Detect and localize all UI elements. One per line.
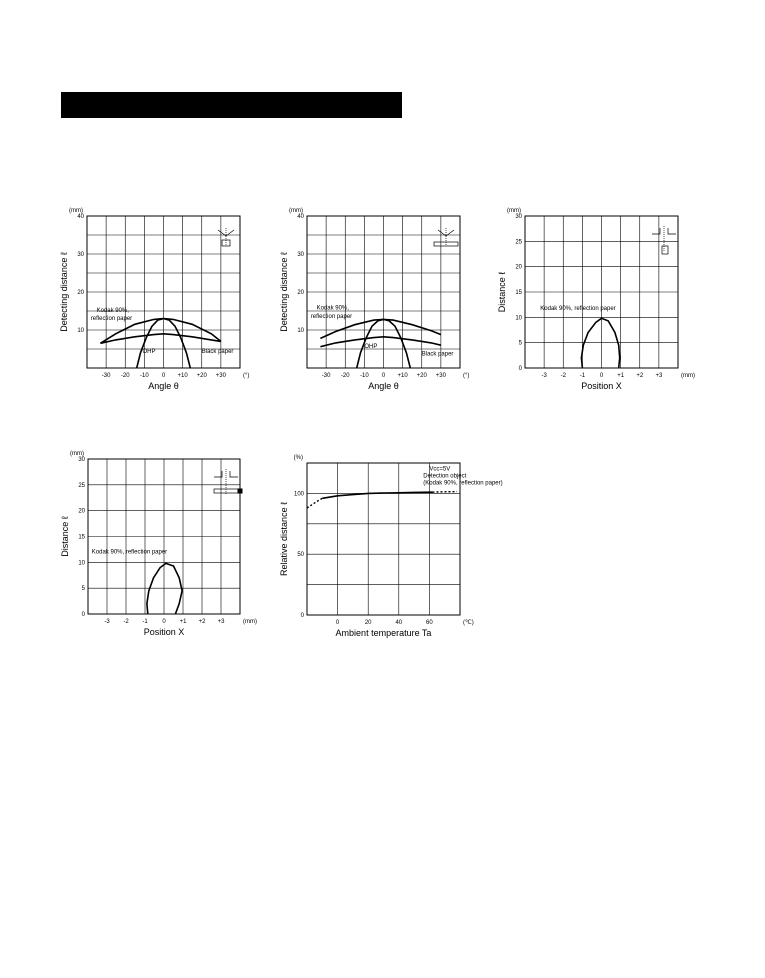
y-tick-label: 30	[78, 457, 85, 463]
x-tick-label: +10	[177, 373, 188, 379]
x-tick-label: -1	[579, 373, 586, 379]
annotation-label: OHP	[142, 348, 156, 355]
series-line	[147, 563, 182, 614]
y-tick-label: 15	[78, 534, 85, 541]
annotation-label: OHP	[364, 343, 378, 350]
series-line	[100, 334, 220, 344]
x-tick-label: 20	[364, 620, 372, 626]
y-axis-label: Distance ℓ	[497, 271, 507, 313]
x-unit-label: (°)	[463, 373, 470, 379]
x-tick-label: -30	[101, 373, 111, 379]
annotation-label: Vcc=5V	[429, 466, 451, 473]
x-tick-label: -1	[142, 619, 148, 625]
x-tick-label: 0	[335, 620, 340, 626]
icon-stroke	[662, 246, 668, 254]
y-tick-label: 20	[77, 290, 84, 296]
y-unit-label: (mm)	[70, 451, 84, 457]
y-tick-label: 40	[77, 214, 84, 220]
sensor-diagram-icon	[218, 228, 234, 246]
annotation-label: Kodak 90%, reflection paper	[540, 306, 616, 313]
annotation-label: (Kodak 90%, reflection paper)	[423, 480, 503, 487]
y-unit-label: (mm)	[289, 208, 303, 214]
annotation-label: Kodak 90%,	[96, 307, 129, 314]
y-unit-label: (%)	[293, 455, 303, 461]
sensor-diagram-icon	[434, 228, 458, 246]
x-tick-label: -20	[340, 373, 350, 379]
x-tick-label: +3	[655, 373, 663, 379]
y-tick-label: 5	[518, 340, 522, 347]
annotation-label: reflection paper	[90, 316, 133, 323]
sensor-diagram-icon	[214, 469, 242, 495]
x-tick-label: -2	[560, 373, 566, 379]
annotation-label: Kodak 90%, reflection paper	[91, 549, 168, 556]
y-tick-label: 40	[297, 214, 304, 220]
x-tick-label: +1	[179, 619, 187, 625]
x-tick-label: -3	[541, 373, 547, 379]
y-tick-label: 25	[78, 482, 85, 489]
x-tick-label: -3	[104, 619, 110, 625]
y-tick-label: 30	[297, 252, 304, 258]
x-unit-label: (°)	[243, 373, 250, 379]
x-tick-label: 0	[162, 619, 166, 625]
series-line	[320, 319, 441, 338]
y-unit-label: (mm)	[507, 208, 521, 214]
y-tick-label: 100	[293, 491, 304, 498]
y-tick-label: 10	[77, 328, 84, 334]
y-tick-label: 20	[78, 508, 85, 515]
y-tick-label: 15	[515, 290, 522, 296]
y-tick-label: 25	[515, 239, 522, 246]
x-tick-label: 0	[599, 373, 604, 379]
x-tick-label: 0	[161, 373, 166, 379]
icon-stroke	[238, 489, 242, 493]
x-tick-label: +10	[397, 373, 408, 379]
y-tick-label: 10	[78, 560, 85, 567]
y-axis-label: Detecting distance ℓ	[59, 252, 69, 332]
x-unit-label: (℃)	[463, 620, 474, 626]
y-tick-label: 10	[515, 315, 522, 322]
x-tick-label: +2	[198, 619, 206, 625]
x-tick-label: +30	[215, 373, 226, 379]
y-tick-label: 30	[77, 252, 84, 258]
x-tick-label: 40	[395, 620, 403, 626]
x-tick-label: +3	[217, 619, 225, 625]
series-line	[307, 498, 322, 508]
x-tick-label: -10	[140, 373, 149, 379]
x-axis-label: Angle θ	[368, 381, 399, 391]
x-tick-label: +30	[435, 373, 446, 379]
y-tick-label: 50	[297, 552, 304, 559]
x-axis-label: Angle θ	[148, 381, 179, 391]
chart-position-2	[52, 446, 257, 641]
y-axis-label: Relative distance ℓ	[279, 502, 289, 576]
y-tick-label: 30	[515, 214, 522, 220]
y-axis-label: Distance ℓ	[60, 516, 70, 557]
x-axis-label: Ambient temperature Ta	[335, 628, 432, 638]
y-tick-label: 0	[81, 612, 85, 618]
sensor-diagram-icon	[652, 226, 676, 254]
x-tick-label: +20	[196, 373, 207, 379]
x-tick-label: -20	[120, 373, 130, 379]
chart-temperature	[272, 446, 503, 646]
series-line	[433, 492, 457, 493]
x-tick-label: +1	[617, 373, 625, 379]
x-unit-label: (mm)	[243, 619, 257, 625]
annotation-label: Black paper	[201, 348, 234, 355]
annotation-label: Detection object	[423, 473, 467, 480]
series-line	[581, 318, 619, 368]
x-tick-label: +2	[636, 373, 644, 379]
annotation-label: reflection paper	[310, 313, 353, 320]
x-unit-label: (mm)	[681, 373, 695, 379]
series-line	[320, 337, 441, 347]
x-tick-label: 0	[381, 373, 386, 379]
y-unit-label: (mm)	[69, 208, 83, 214]
chart-position-1	[490, 198, 695, 393]
x-tick-label: -10	[360, 373, 369, 379]
chart-angle-1	[52, 198, 250, 393]
y-tick-label: 20	[515, 264, 522, 271]
chart-angle-2	[272, 198, 470, 393]
y-tick-label: 0	[518, 366, 522, 372]
x-tick-label: +20	[416, 373, 427, 379]
y-tick-label: 20	[297, 290, 304, 296]
x-axis-label: Position X	[143, 627, 185, 637]
x-tick-label: 60	[426, 620, 433, 626]
y-axis-label: Detecting distance ℓ	[279, 252, 289, 332]
y-tick-label: 5	[81, 586, 85, 593]
x-axis-label: Position X	[581, 381, 622, 391]
y-tick-label: 0	[300, 613, 304, 619]
x-tick-label: -2	[123, 619, 129, 625]
annotation-label: Black paper	[421, 351, 454, 358]
x-tick-label: -30	[321, 373, 331, 379]
y-tick-label: 10	[297, 328, 304, 334]
header-bar	[61, 92, 402, 118]
annotation-label: Kodak 90%,	[316, 305, 349, 312]
